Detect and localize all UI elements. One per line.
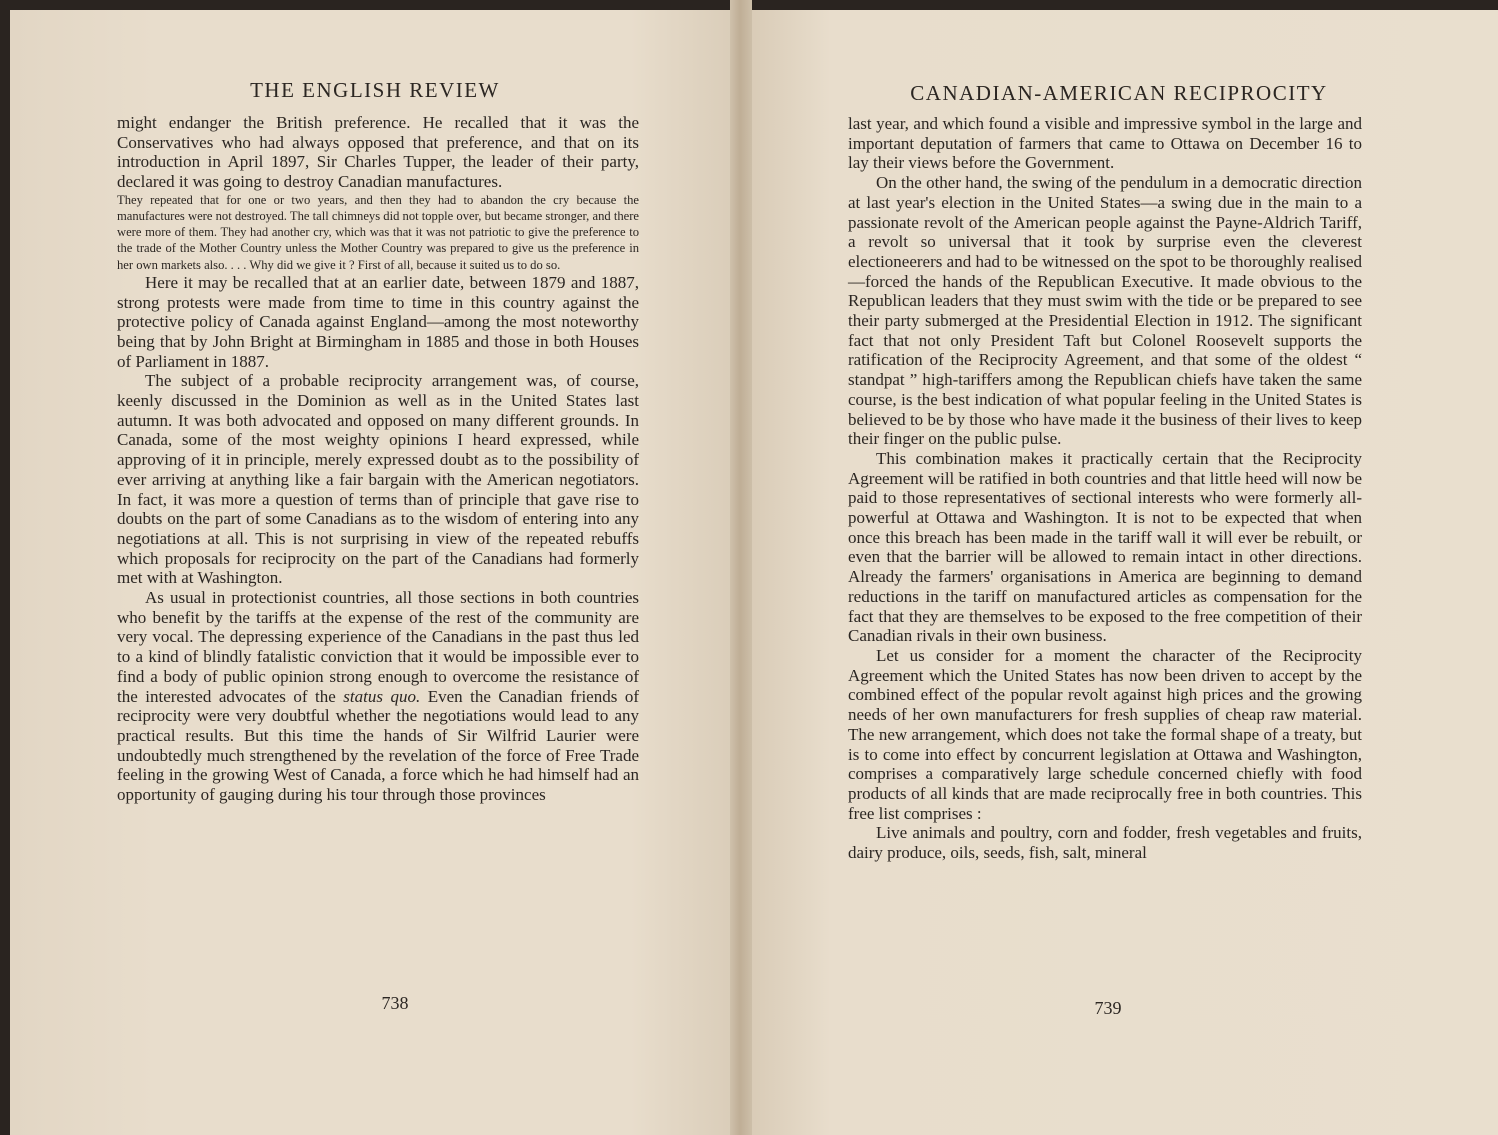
left-text-column bbox=[117, 113, 639, 805]
block-quote: They repeated that for one or two years, and then they had to abandon the cry because the manufactures were not destroyed. The tall chimneys did not topple over, but became stronger, and there were more of them. They had another cry, which was that it was not patriotic to give the preference to the trade of the Mother Country unless the Mother Country was prepared to give us the preference in her own markets also. . . . Why did we give it ? First of all, because it suited us to do so. bbox=[117, 192, 639, 272]
status-quo-italic: status quo. bbox=[343, 686, 421, 706]
right-paragraph-2: On the other hand, the swing of the pendulum in a democratic direction at last year's election in the United States—a swing due in the main to a passionate revolt of the American people against the Payne-Aldrich Tariff, a revolt so universal that it took by surprise even the cleverest electioneerers and had to be witnessed on the spot to be thoroughly realised—forced the hands of the Republican Executive. It made obvious to the Republican leaders that they must swim with the tide or be prepared to see their party submerged at the Presidential Election in 1912. The significant fact that not only President Taft but Colonel Roosevelt supports the ratification of the Reciprocity Agreement, and that some of the oldest “ standpat ” high-tariffers among the Republican chiefs have taken the same course, is the best indication of what popular feeling in the United States is believed to be by those who have made it the business of their lives to keep their finger on the public pulse. bbox=[848, 173, 1362, 449]
right-paragraph-4: Let us consider for a moment the character of the Reciprocity Agreement which the United States has now been driven to accept by the combined effect of the popular revolt against high prices and the growing needs of her own manufacturers for fresh supplies of cheap raw material. The new arrangement, which does not take the formal shape of a treaty, but is to come into effect by concurrent legislation at Ottawa and Washington, comprises a comparatively large schedule concerned chiefly with food products of all kinds that are made reciprocally free in both countries. This free list comprises : bbox=[848, 645, 1362, 823]
left-page bbox=[10, 10, 740, 1135]
book-gutter bbox=[730, 0, 752, 1135]
page-number-left: 738 bbox=[381, 993, 409, 1013]
running-head-right: CANADIAN-AMERICAN RECIPROCITY bbox=[910, 81, 1328, 105]
right-text-column bbox=[848, 114, 1362, 863]
right-paragraph-5: Live animals and poultry, corn and fodder, fresh vegetables and fruits, dairy produce, oils, seeds, fish, salt, mineral bbox=[848, 823, 1362, 863]
left-paragraph-4 bbox=[117, 588, 639, 805]
page-number-right: 739 bbox=[1094, 998, 1122, 1018]
left-paragraph-4-part-a: As usual in protectionist countries, all those sections in both countries who benefit by the tariffs at the expense of the rest of the community are very vocal. The depressing experience of the Canadians in the past thus led to a kind of blindly fatalistic conviction that it would be impossible ever to find a body of public opinion strong enough to overcome the resistance of the interested advocates of the bbox=[117, 588, 639, 706]
right-page bbox=[740, 10, 1498, 1135]
left-paragraph-1: might endanger the British preference. He recalled that it was the Conservatives who had always opposed that preference, and that on its introduction in April 1897, Sir Charles Tupper, the leader of their party, declared it was going to destroy Canadian manufactures. bbox=[117, 113, 639, 192]
left-paragraph-2: Here it may be recalled that at an earlier date, between 1879 and 1887, strong protests were made from time to time in this country against the protective policy of Canada against England—among the most noteworthy being that by John Bright at Birmingham in 1885 and those in both Houses of Parliament in 1887. bbox=[117, 272, 639, 371]
right-paragraph-3: This combination makes it practically certain that the Reciprocity Agreement will be ratified in both countries and that little heed will now be paid to those representatives of sectional interests who were formerly all-powerful at Ottawa and Washington. It is not to be expected that when once this breach has been made in the tariff wall it will ever be rebuilt, or even that the barrier will be allowed to remain intact in other directions. Already the farmers' organisations in America are beginning to demand reductions in the tariff on manufactured articles as compensation for the fact that they are themselves to be exposed to the free competition of their Canadian rivals in their own business. bbox=[848, 448, 1362, 646]
left-paragraph-4-part-b: Even the Canadian friends of reciprocity were very doubtful whether the negotiations would lead to any practical results. But this time the hands of Sir Wilfrid Laurier were undoubtedly much strengthened by the revelation of the force of Free Trade feeling in the growing West of Canada, a force which he had himself had an opportunity of gauging during his tour through those provinces bbox=[117, 686, 639, 805]
left-paragraph-3: The subject of a probable reciprocity arrangement was, of course, keenly discussed in the Dominion as well as in the United States last autumn. It was both advocated and opposed on many different grounds. In Canada, some of the most weighty opinions I heard expressed, while approving of it in principle, merely expressed doubt as to the possibility of ever arriving at anything like a fair bargain with the American negotiators. In fact, it was more a question of terms than of principle that gave rise to doubts on the part of some Canadians as to the wisdom of entering into any negotiations at all. This is not surprising in view of the repeated rebuffs which proposals for reciprocity on the part of the Canadians had formerly met with at Washington. bbox=[117, 371, 639, 588]
right-paragraph-1: last year, and which found a visible and impressive symbol in the large and important deputation of farmers that came to Ottawa on December 16 to lay their views before the Government. bbox=[848, 114, 1362, 173]
running-head-left: THE ENGLISH REVIEW bbox=[250, 78, 500, 102]
